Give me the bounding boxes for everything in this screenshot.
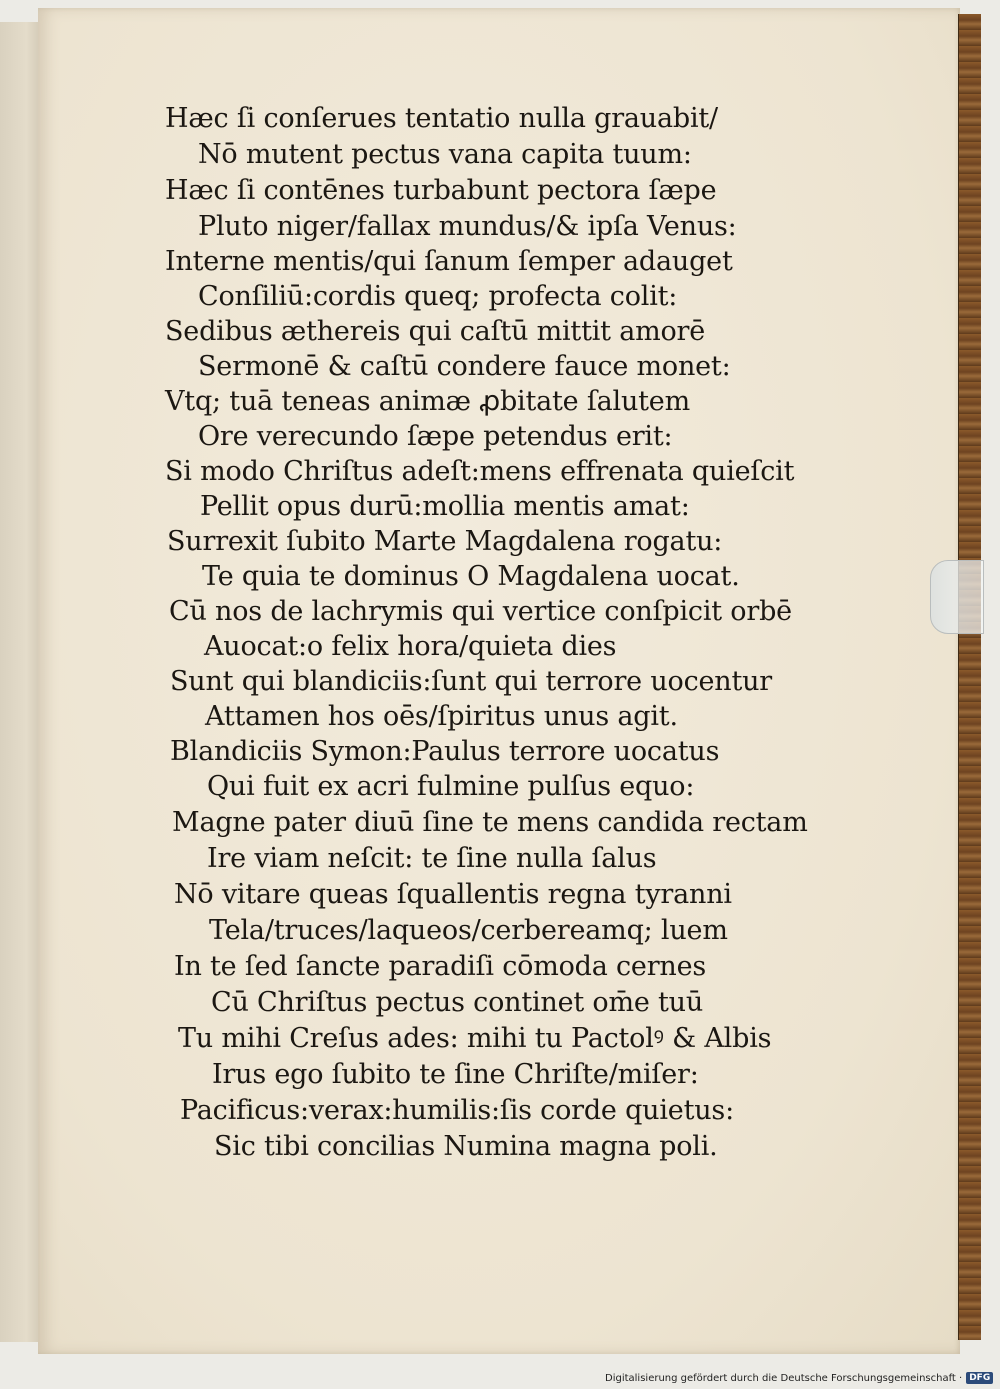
verse-line: Sermonē & caſtū condere fauce monet: <box>198 351 731 382</box>
verse-line: Vtq; tuā teneas animæ ꝓbitate ſalutem <box>165 386 690 417</box>
verse-line: Te quia te dominus O Magdalena uocat. <box>202 561 740 592</box>
verse-line: Cū nos de lachrymis qui vertice conſpicit orbē <box>169 596 792 627</box>
verse-line: Interne mentis/qui ſanum ſemper adauget <box>165 246 733 277</box>
credit-text: Digitalisierung gefördert durch die Deutsche Forschungsgemeinschaft · <box>605 1372 963 1384</box>
verse-line: Surrexit ſubito Marte Magdalena rogatu: <box>167 526 723 557</box>
verse-line: Magne pater diuū ſine te mens candida rectam <box>172 807 808 838</box>
verse-line: Si modo Chriſtus adeſt:mens effrenata quieſcit <box>165 456 795 487</box>
verse-line: Qui fuit ex acri fulmine pulſus equo: <box>207 771 695 802</box>
verse-line: Attamen hos oēs/ſpiritus unus agit. <box>205 701 678 732</box>
verse-line: Sedibus æthereis qui caſtū mittit amorē <box>165 316 706 347</box>
verse-line: Sunt qui blandiciis:ſunt qui terrore uocentur <box>170 666 773 697</box>
verse-line: Sic tibi concilias Numina magna poli. <box>214 1131 718 1162</box>
verse-line: Pellit opus durū:mollia mentis amat: <box>200 491 690 522</box>
verse-line: Tu mihi Creſus ades: mihi tu Pactolꝰ & Albis <box>178 1023 772 1054</box>
verse-line: In te ſed ſancte paradiſi cōmoda cernes <box>174 951 707 982</box>
verse-line: Ore verecundo ſæpe petendus erit: <box>198 421 673 452</box>
verse-line: Hæc ſi contēnes turbabunt pectora ſæpe <box>165 175 717 206</box>
digitization-credit <box>605 1370 993 1386</box>
verse-line: Pluto niger/fallax mundus/& ipſa Venus: <box>198 211 737 242</box>
verse-line: Hæc ſi conſerues tentatio nulla grauabit/ <box>165 103 718 134</box>
verse-line: Conſiliū:cordis queq; profecta colit: <box>198 281 678 312</box>
verse-line: Tela/truces/laqueos/cerbereamq; luem <box>209 915 728 946</box>
verse-line: Cū Chriſtus pectus continet om̄e tuū <box>211 987 704 1018</box>
verse-line: Ire viam neſcit: te ſine nulla ſalus <box>207 843 657 874</box>
verse-line: Pacificus:verax:humilis:ſis corde quietus: <box>180 1095 734 1126</box>
binding-edge <box>958 14 981 1340</box>
verse-line: Nō mutent pectus vana capita tuum: <box>198 139 692 170</box>
verse-line: Irus ego ſubito te ſine Chriſte/miſer: <box>212 1059 699 1090</box>
verse-line: Blandiciis Symon:Paulus terrore uocatus <box>170 736 720 767</box>
verse-line: Auocat:o felix hora/quieta dies <box>204 631 617 662</box>
dfg-logo: DFG <box>966 1372 993 1384</box>
verse-line: Nō vitare queas ſquallentis regna tyranni <box>174 879 732 910</box>
